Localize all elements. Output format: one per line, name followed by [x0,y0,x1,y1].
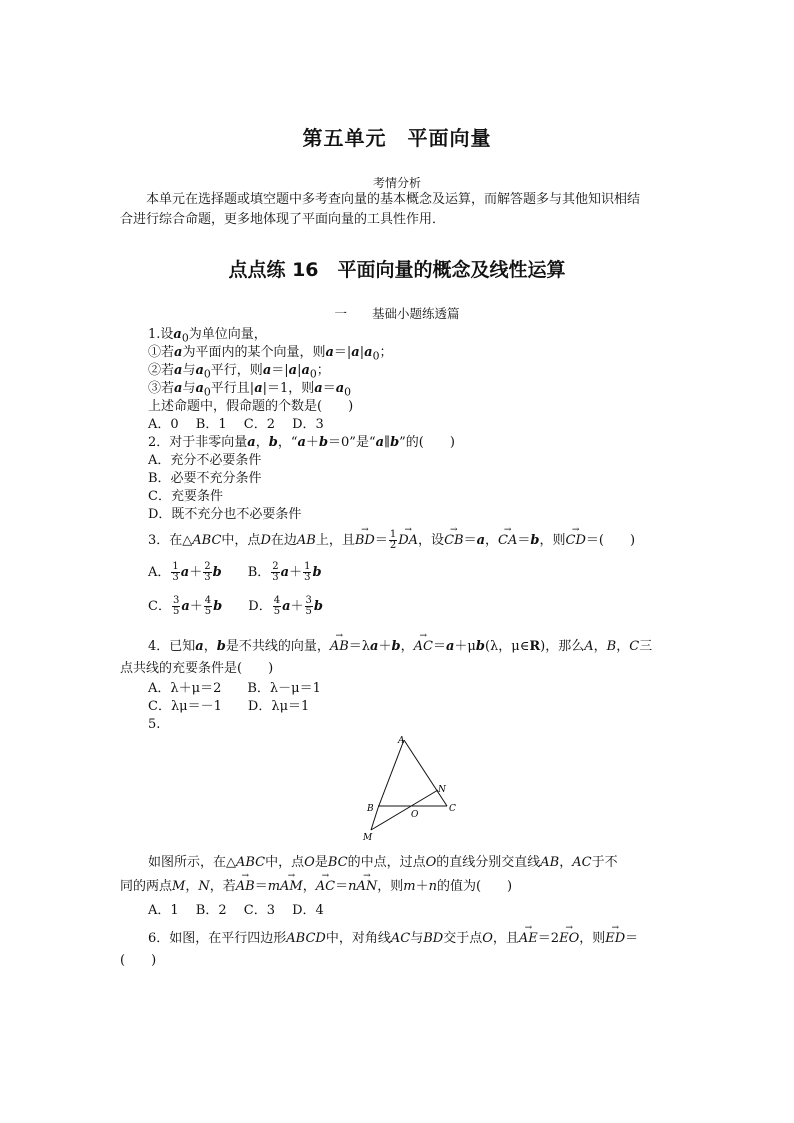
analysis-line-2: 合进行综合命题，更多地体现了平面向量的工具性作用． [120,212,446,227]
q5-options: A．1 B．2 C．3 D．4 [148,903,324,918]
drill-title: 点点练 16 平面向量的概念及线性运算 [228,259,566,281]
unit-title: 第五单元 平面向量 [302,126,492,150]
q5-stem-line-1: 如图所示，在△ABC中，点O是BC的中点，过点O的直线分别交直线AB，AC于不 [148,855,618,870]
q4-stem: 4．已知a，b是不共线的向量，→ AB＝λa＋b，→ AC＝a＋μb(λ，μ∈R)，那么A，B，C三 [148,638,652,656]
q4-line-2: 点共线的充要条件是( ) [120,661,274,676]
q6-stem-line-1: 6．如图，在平行四边形ABCD中，对角线AC与BD交于点O，且→ AE＝2→ EO，则→ ED＝ [148,930,638,948]
q1-ask: 上述命题中，假命题的个数是( ) [148,399,354,414]
q2-option-a: A．充分不必要条件 [148,453,262,468]
q5-label-n: N [438,785,446,795]
q5-number: 5. [148,717,161,732]
q3-options-ab: A． $\frac{1}{3}$ a＋ $\frac{2}{3}$ b B． $\frac{2}{3}$ a＋ $\frac{1}{3}$ b [148,561,322,583]
q5-side-ac [404,740,447,806]
q4-options-cd: C．λμ＝－1 D．λμ＝1 [148,699,310,714]
q1-statement-1: ①若a为平面内的某个向量，则$a=|a|a_0$； [148,345,393,363]
q5-label-a: A [398,736,405,746]
q6-stem-line-2: ( ) [120,953,157,968]
q1-statement-3: ③若a与$a_0$平行且|a|＝1，则$a=a_0$ [148,381,352,399]
q4-options-ab: A．λ＋μ＝2 B．λ－μ＝1 [148,681,321,696]
q2-stem: 2．对于非零向量a，b，“a＋b＝0”是“a∥b”的( ) [148,435,455,450]
q5-label-o: O [411,810,419,820]
q5-label-c: C [449,804,456,814]
q2-option-c: C．充要条件 [148,489,223,504]
q5-triangle-figure [360,732,470,848]
q3-options-cd: C． $\frac{3}{5}$ a＋ $\frac{4}{5}$ b D． $\frac{4}{5}$ a＋ $\frac{3}{5}$ b [148,595,323,617]
part-heading: 一 基础小题练透篇 [334,306,460,321]
q3-stem: 3．在△ABC中，点D在边AB上，且→ BD＝ $\frac{1}{2}$ → DA，设→ CB＝a，→ CA＝b，则→ CD＝( ) [148,530,635,551]
q5-stem-line-2: 同的两点M，N，若→ AB＝m→ AM，→ AC＝n→ AN，则m＋n的值为( ) [120,878,512,896]
analysis-heading: 考情分析 [372,176,421,190]
q2-option-b: B．必要不充分条件 [148,471,262,486]
q1-stem: 1.设$a_0$为单位向量， [148,327,267,345]
q1-options: A．0 B．1 C．2 D．3 [148,417,324,432]
q5-label-m: M [363,833,373,843]
q5-label-b: B [367,804,374,814]
q5-line-mn [371,790,438,830]
analysis-line-1: 本单元在选择题或填空题中多考查向量的基本概念及运算，而解答题多与其他知识相结 [146,192,641,207]
q1-statement-2: ②若a与$a_0$平行，则$a=|a|a_0$； [148,363,330,381]
q2-option-d: D．既不充分也不必要条件 [148,507,302,522]
q5-side-ab [378,740,404,808]
